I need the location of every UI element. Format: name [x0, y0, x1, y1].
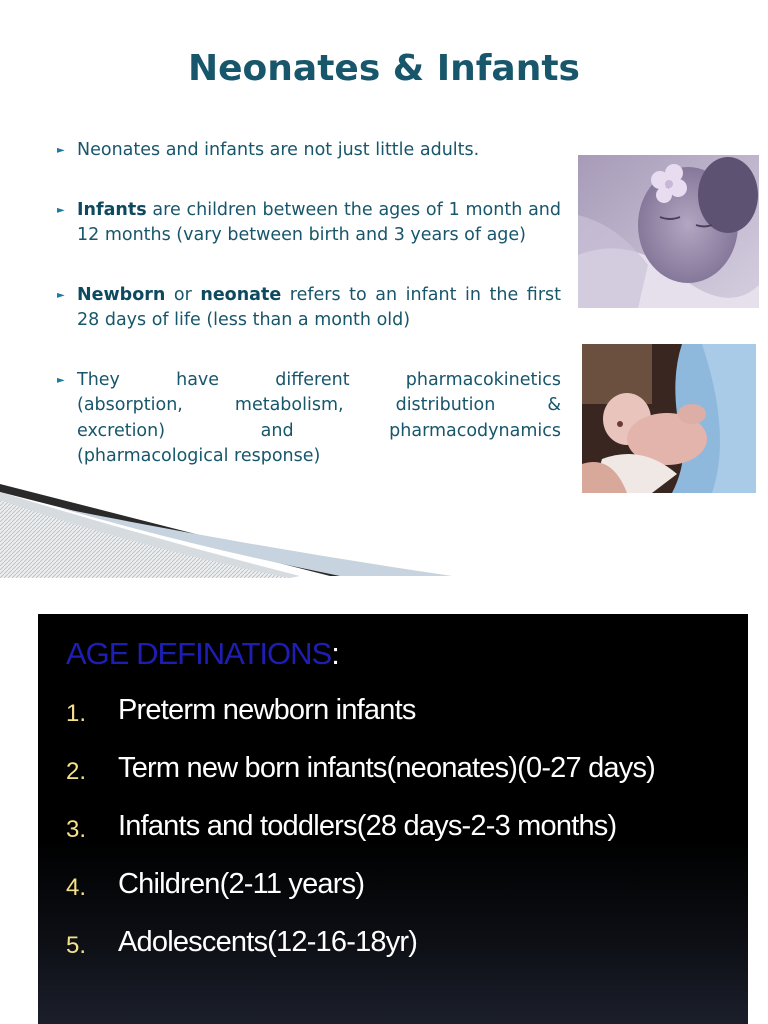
bullet-item [57, 283, 561, 334]
heading-text: AGE DEFINATIONS [66, 636, 332, 671]
bullet-arrow-icon: ► [57, 374, 65, 386]
bullet-list [57, 138, 561, 470]
bullet-item [57, 368, 561, 470]
bullet-item [57, 138, 561, 164]
item-number: 1. [66, 700, 87, 727]
bullet-arrow-icon: ► [57, 289, 65, 301]
decorative-swoosh [0, 478, 460, 578]
item-number: 3. [66, 816, 87, 843]
sleeping-baby-photo [578, 155, 759, 308]
term-neonate: neonate [200, 284, 282, 305]
item-text: Preterm newborn infants [118, 694, 416, 726]
item-number: 2. [66, 758, 87, 785]
newborn-birth-photo [582, 344, 756, 493]
slide-age-definitions [38, 614, 748, 1024]
age-definitions-heading [66, 636, 339, 672]
term-newborn: Newborn [77, 284, 166, 305]
bullet-line: They have different pharmacokinetics [77, 369, 561, 390]
heading-colon: : [331, 636, 339, 671]
item-text: Infants and toddlers(28 days-2-3 months) [118, 810, 617, 842]
item-text: Adolescents(12-16-18yr) [118, 926, 418, 958]
bullet-arrow-icon: ► [57, 145, 65, 156]
bullet-text: Neonates and infants are not just little adults. [77, 140, 480, 160]
slide-title: Neonates & Infants [188, 48, 580, 89]
bullet-line: excretion) and pharmacodynamics [77, 420, 561, 441]
bullet-line: (absorption, metabolism, distribution & [77, 395, 561, 415]
bullet-line: (pharmacological response) [77, 446, 321, 466]
bullet-text: or [165, 284, 201, 305]
item-text: Term new born infants(neonates)(0-27 days) [118, 752, 656, 784]
item-number: 5. [66, 932, 87, 959]
bullet-item [57, 198, 561, 249]
bullet-arrow-icon: ► [57, 204, 65, 216]
bullet-text: refers to an infant in the first 28 days of life (less than a month old) [77, 284, 561, 330]
item-number: 4. [66, 874, 87, 901]
item-text: Children(2-11 years) [118, 868, 365, 900]
bullet-text: are children between the ages of 1 month and 12 months (vary between birth and 3 years of age) [77, 199, 561, 245]
term-infants: Infants [77, 199, 147, 220]
